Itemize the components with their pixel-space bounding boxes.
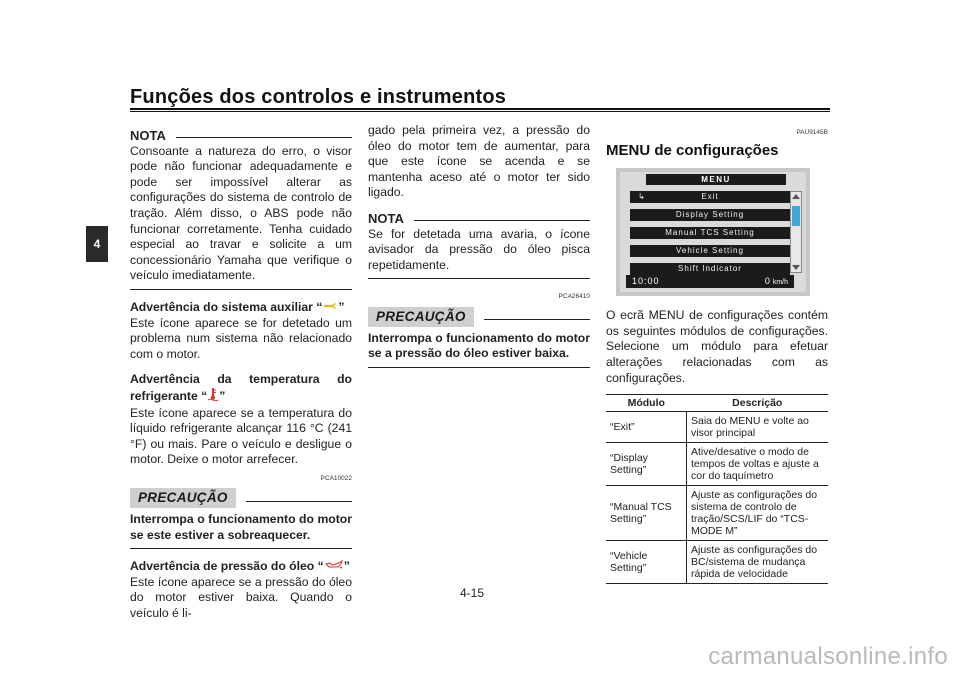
nota-end-rule xyxy=(130,289,352,290)
oil-warning-text-start: Este ícone aparece se a pressão do óleo do motor estiver baixa. Quando o veículo é li- xyxy=(130,574,352,621)
display-scrollbar xyxy=(790,191,802,273)
caution-heading-2 xyxy=(368,307,590,327)
column-2 xyxy=(368,123,590,378)
coolant-heading-text: Advertência da temperatura do refrigerante “ xyxy=(130,372,352,403)
auxiliary-system-warning-icon xyxy=(323,300,337,316)
caution-end-rule-2 xyxy=(368,367,590,368)
menu-display-illustration xyxy=(616,168,810,296)
display-menu-item-shift-indicator: Shift Indicator xyxy=(630,263,790,275)
coolant-warning-heading: Advertência da temperatura do refrigerante “ ” xyxy=(130,372,352,405)
caution-code: PCA10022 xyxy=(320,474,352,482)
nota-label: NOTA xyxy=(130,128,166,143)
table-row xyxy=(606,486,828,541)
caution-label-2: PRECAUÇÃO xyxy=(368,307,474,327)
oil-heading-text: Advertência de pressão do óleo “ xyxy=(130,559,324,574)
aux-warning-text: Este ícone aparece se for detetado um problema num sistema não relacionado com o motor. xyxy=(130,315,352,361)
modules-table xyxy=(606,394,828,584)
nota-heading-2 xyxy=(368,211,590,227)
menu-intro-text: O ecrã MENU de configurações contém os seguintes módulos de configurações. Selecione um módulo para efetuar alterações relacionadas com as configurações. xyxy=(606,308,828,385)
table-cell-description: Ative/desative o modo de tempos de voltas e ajuste a cor do taquímetro xyxy=(687,443,829,486)
display-speed: 0 km/h xyxy=(764,276,788,287)
watermark: carmanualsonline.info xyxy=(708,643,948,670)
caution-text: Interrompa o funcionamento do motor se este estiver a sobreaquecer. xyxy=(130,512,352,542)
table-header-row xyxy=(606,395,828,412)
nota-rule xyxy=(176,137,352,138)
nota-text-2: Se for detetada uma avaria, o ícone avisador da pressão do óleo pisca repetidamente. xyxy=(368,226,590,272)
caution-code-2: PCA26410 xyxy=(558,293,590,301)
display-menu-item-display-setting: Display Setting xyxy=(630,209,790,221)
oil-pressure-icon xyxy=(325,559,343,575)
display-screen xyxy=(620,172,806,292)
table-cell-module: “Vehicle Setting” xyxy=(606,541,687,584)
display-menu-item-exit: ↳ Exit xyxy=(630,191,790,203)
oil-warning-text-cont: gado pela primeira vez, a pressão do óleo do motor tem de aumentar, para que este ícone se acenda e se mantenha aceso até o motor ter sido ligado. xyxy=(368,123,590,200)
table-cell-description: Ajuste as configurações do BC/sistema de mudança rápida de velocidade xyxy=(687,541,829,584)
table-cell-module: “Manual TCS Setting” xyxy=(606,486,687,541)
section-code: PAU9145B xyxy=(796,129,828,136)
chapter-tab: 4 xyxy=(86,226,108,262)
display-menu-title: MENU xyxy=(646,174,786,185)
coolant-temperature-icon xyxy=(208,388,218,406)
nota-end-rule-2 xyxy=(368,278,590,279)
table-header-module: Módulo xyxy=(606,395,687,412)
return-arrow-icon: ↳ xyxy=(638,192,646,202)
caution-rule xyxy=(246,501,352,502)
display-menu-item-vehicle-setting: Vehicle Setting xyxy=(630,245,790,257)
caution-label: PRECAUÇÃO xyxy=(130,488,236,508)
aux-heading-text: Advertência do sistema auxiliar “ xyxy=(130,299,323,314)
scroll-thumb xyxy=(792,206,800,226)
nota-label-2: NOTA xyxy=(368,210,404,226)
display-clock: 10:00 xyxy=(632,276,660,287)
caution-heading xyxy=(130,488,352,508)
table-row xyxy=(606,541,828,584)
caution-text-2: Interrompa o funcionamento do motor se a pressão do óleo estiver baixa. xyxy=(368,330,590,361)
scroll-up-arrow-icon xyxy=(792,194,800,199)
section-title: MENU de configurações xyxy=(606,141,779,159)
display-status-bar xyxy=(626,275,794,288)
oil-warning-heading: Advertência de pressão do óleo “ ” xyxy=(130,559,350,574)
header-rule xyxy=(130,108,830,110)
page-title: Funções dos controlos e instrumentos xyxy=(130,86,507,108)
aux-warning-heading: Advertência do sistema auxiliar “ ” xyxy=(130,299,345,314)
page-number: 4-15 xyxy=(460,586,485,600)
nota-heading xyxy=(130,128,352,144)
nota-text: Consoante a natureza do erro, o visor pode não funcionar adequadamente e pode ser impossível alterar as configurações do sistema de controlo de tração. Além disso, o ABS pode não funcionar corretamente. Tenha cuidado especial ao travar e solicite a um concessionário Yamaha que verifique o veículo imediatamente. xyxy=(130,143,352,283)
column-1 xyxy=(130,128,352,622)
caution-end-rule xyxy=(130,548,352,549)
scroll-down-arrow-icon xyxy=(792,265,800,270)
table-cell-description: Ajuste as configurações do sistema de controlo de tração/SCS/LIF do “TCS-MODE M” xyxy=(687,486,829,541)
table-row xyxy=(606,412,828,443)
caution-rule-2 xyxy=(484,319,590,320)
nota-rule-2 xyxy=(414,220,590,221)
display-menu-item-manual-tcs: Manual TCS Setting xyxy=(630,227,790,239)
header-rule-thin xyxy=(130,111,830,112)
coolant-warning-text: Este ícone aparece se a temperatura do líquido refrigerante alcançar 116 °C (241 °F) ou mais. Pare o veículo e desligue o motor. Deixe o motor arrefecer. xyxy=(130,405,352,467)
table-cell-module: “Display Setting” xyxy=(606,443,687,486)
table-cell-description: Saia do MENU e volte ao visor principal xyxy=(687,412,829,443)
table-cell-module: “Exit” xyxy=(606,412,687,443)
column-3 xyxy=(606,122,828,584)
table-row xyxy=(606,443,828,486)
table-header-description: Descrição xyxy=(687,395,829,412)
